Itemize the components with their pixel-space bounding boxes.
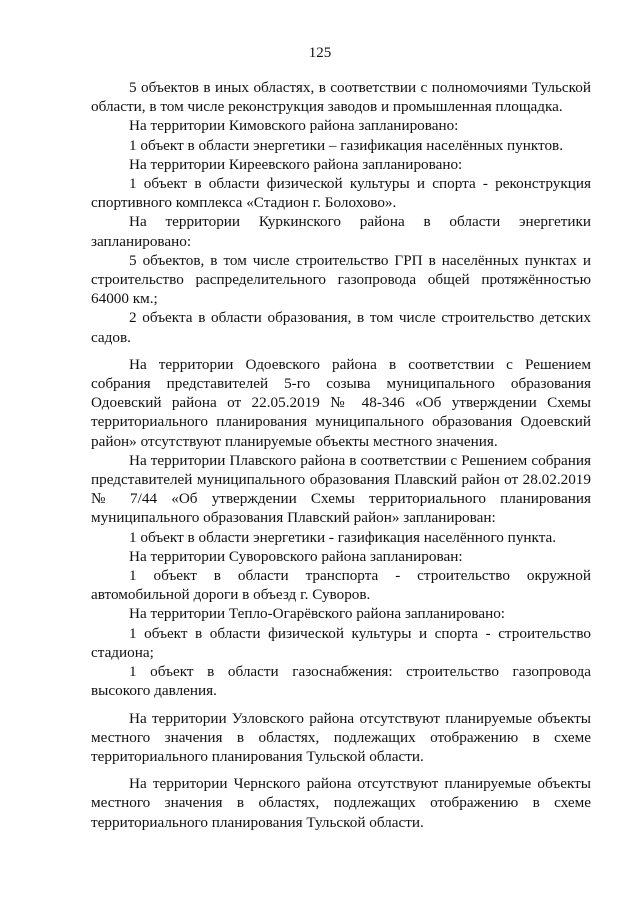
paragraph-kireevsky-heading: На территории Киреевского района запланировано: xyxy=(129,155,463,173)
page-number: 125 xyxy=(308,45,332,61)
paragraph-teplo-ogarevsky-gas: 1 объект в области газоснабжения: строительство газопровода высокого давления. xyxy=(91,663,591,700)
paragraph-kurkinsky-heading: На территории Куркинского района в области энергетики запланировано: xyxy=(91,213,591,250)
paragraph-odoevsky: На территории Одоевского района в соответствии с Решением собрания представителей 5-го созыва муниципального образования Одоевский района от 22.05.2019 № 48-346 «Об утверждении Схемы территориального планирования муниципального образования Одоевский район» отсутствуют планируемые объекты местного значения. xyxy=(91,355,591,450)
paragraph-kireevsky-sport: 1 объект в области физической культуры и спорта - реконструкция спортивного комплекса «Стадион г. Болохово». xyxy=(91,175,591,212)
paragraph-uzlovsky: На территории Узловского района отсутствуют планируемые объекты местного значения в областях, подлежащих отображению в схеме территориального планирования Тульской области. xyxy=(91,709,591,765)
paragraph-suvorovsky-transport: 1 объект в области транспорта - строительство окружной автомобильной дороги в объезд г. Суворов. xyxy=(91,567,591,604)
paragraph-chernsky: На территории Чернского района отсутствуют планируемые объекты местного значения в областях, подлежащих отображению в схеме территориального планирования Тульской области. xyxy=(91,775,591,831)
paragraph-teplo-ogarevsky-heading: На территории Тепло-Огарёвского района запланировано: xyxy=(129,605,506,623)
paragraph-kurkinsky-education: 2 объекта в области образования, в том числе строительство детских садов. xyxy=(91,309,591,346)
paragraph-suvorovsky-heading: На территории Суворовского района запланирован: xyxy=(129,547,463,565)
paragraph-teplo-ogarevsky-sport: 1 объект в области физической культуры и спорта - строительство стадиона; xyxy=(91,624,591,661)
document-body xyxy=(91,78,591,832)
paragraph-plavsky-heading: На территории Плавского района в соответствии с Решением собрания представителей муниципального образования Плавский район от 28.02.2019 № 7/44 «Об утверждении Схемы территориального планирования муниципального образования Плавский район» запланирован: xyxy=(91,451,591,527)
paragraph-kurkinsky-gas: 5 объектов, в том числе строительство ГРП в населённых пунктах и строительство распределительного газопровода общей протяжённостью 64000 км.; xyxy=(91,251,591,308)
paragraph-other-regions-objects: 5 объектов в иных областях, в соответствии с полномочиями Тульской области, в том числе реконструкция заводов и промышленная площадка. xyxy=(91,79,591,116)
paragraph-kimovsky-energy: 1 объект в области энергетики – газификация населённых пунктов. xyxy=(129,136,564,154)
paragraph-plavsky-energy: 1 объект в области энергетики - газификация населённого пункта. xyxy=(129,528,557,546)
paragraph-kimovsky-heading: На территории Кимовского района запланировано: xyxy=(129,117,459,135)
